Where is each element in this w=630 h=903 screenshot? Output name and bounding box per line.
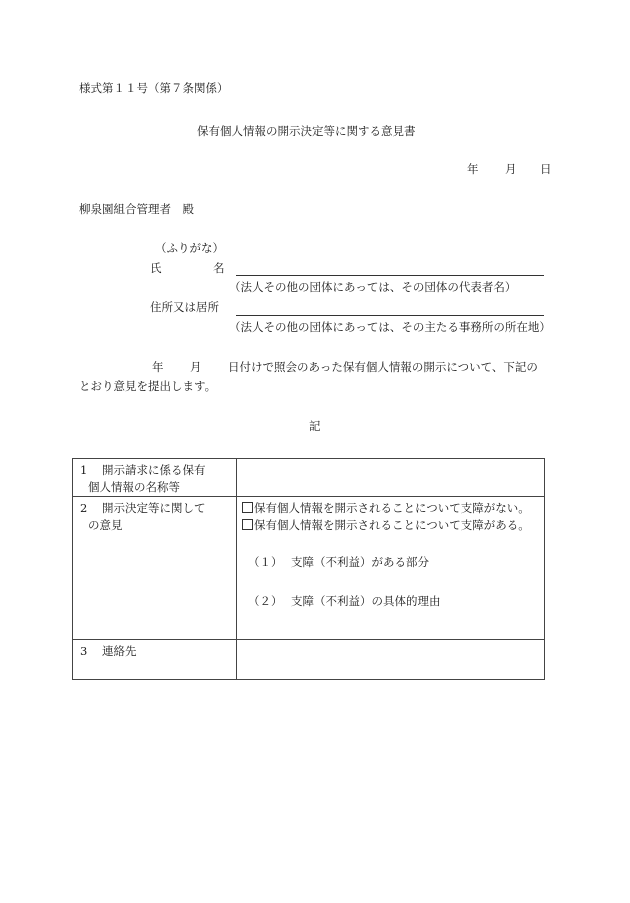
- row1-value-cell[interactable]: [237, 459, 545, 497]
- sub-item-2-text: 支障（不利益）の具体的理由: [291, 594, 441, 608]
- sub-item-2: [242, 593, 544, 610]
- sub-item-1-number: （１）: [248, 555, 283, 569]
- table-row: [73, 459, 545, 497]
- checkbox-icon[interactable]: [242, 502, 253, 513]
- table-row: [73, 497, 545, 640]
- form-number: 様式第１１号（第７条関係）: [79, 81, 229, 95]
- row1-label-b: 個人情報の名称等: [88, 480, 180, 494]
- checkbox-icon[interactable]: [242, 519, 253, 530]
- address-note: （法人その他の団体にあっては、その主たる事務所の所在地）: [229, 320, 551, 334]
- ki-heading: 記: [309, 419, 321, 433]
- date-year: 年: [467, 162, 479, 176]
- address-label: 住所又は居所: [150, 300, 219, 314]
- row1-label-a: 開示請求に係る保有: [102, 463, 206, 477]
- body-text-line1: 日付けで照会のあった保有個人情報の開示について、下記の: [228, 360, 538, 374]
- option-objection-text: 保有個人情報を開示されることについて支障がある。: [254, 518, 530, 532]
- option-objection[interactable]: [242, 517, 544, 534]
- row1-label-cell: [73, 459, 237, 497]
- row3-value-cell[interactable]: [237, 640, 545, 680]
- opinion-table: [72, 458, 545, 680]
- sub-item-1-text: 支障（不利益）がある部分: [291, 555, 429, 569]
- body-year: 年: [152, 360, 164, 374]
- name-label-first: 氏: [150, 261, 162, 275]
- table-row: [73, 640, 545, 680]
- date-month: 月: [505, 162, 517, 176]
- row3-label-cell: [73, 640, 237, 680]
- row2-label-a: 開示決定等に関して: [102, 501, 206, 515]
- address-field-line[interactable]: [236, 315, 544, 316]
- body-month: 月: [190, 360, 202, 374]
- option-no-objection[interactable]: [242, 500, 544, 517]
- sub-item-2-number: （２）: [248, 594, 283, 608]
- document-title: 保有個人情報の開示決定等に関する意見書: [197, 124, 416, 138]
- row1-number: 1: [80, 463, 88, 477]
- furigana-label: （ふりがな）: [155, 241, 224, 255]
- row2-value-cell: [237, 497, 545, 640]
- row2-label-cell: [73, 497, 237, 640]
- row2-label-b: の意見: [88, 518, 123, 532]
- option-no-objection-text: 保有個人情報を開示されることについて支障がない。: [254, 501, 530, 515]
- addressee: 柳泉園組合管理者 殿: [79, 202, 194, 216]
- row3-label: 連絡先: [102, 644, 137, 658]
- name-label-second: 名: [213, 261, 225, 275]
- row3-number: 3: [80, 644, 88, 658]
- date-day: 日: [540, 162, 552, 176]
- row2-number: 2: [80, 501, 88, 515]
- sub-item-1: [242, 554, 544, 571]
- name-note: （法人その他の団体にあっては、その団体の代表者名）: [229, 280, 517, 294]
- body-text-line2: とおり意見を提出します。: [79, 379, 217, 393]
- name-field-line[interactable]: [236, 275, 544, 276]
